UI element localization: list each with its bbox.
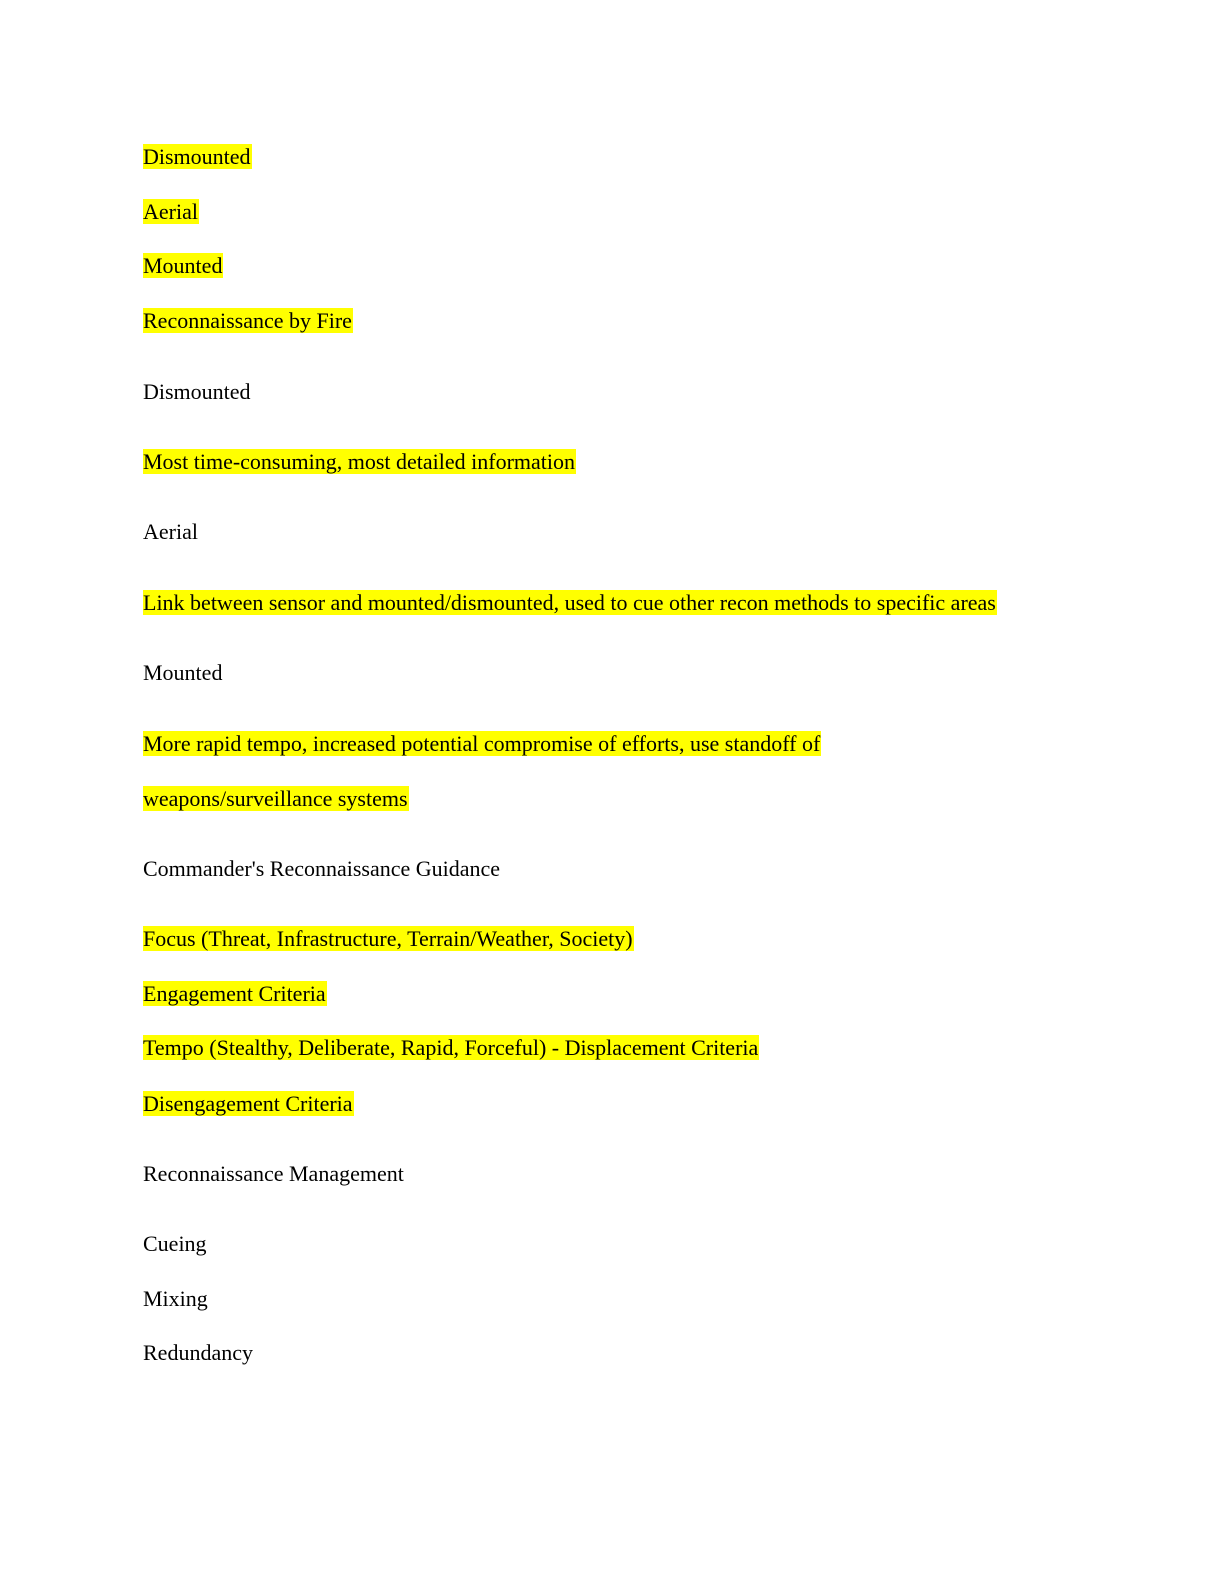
highlighted-text: weapons/surveillance systems: [143, 786, 408, 811]
highlighted-text: More rapid tempo, increased potential compromise of efforts, use standoff of: [143, 731, 821, 756]
text-line: [143, 1230, 207, 1258]
text-line: [143, 1339, 253, 1367]
section-heading: [143, 1160, 404, 1188]
text-line: [143, 252, 223, 280]
plain-text: Cueing: [143, 1231, 207, 1256]
text-line: [143, 198, 199, 226]
plain-text: Redundancy: [143, 1340, 253, 1365]
highlighted-text: Engagement Criteria: [143, 981, 326, 1006]
highlighted-text: Reconnaissance by Fire: [143, 308, 352, 333]
section-heading: [143, 855, 500, 883]
highlighted-text: Focus (Threat, Infrastructure, Terrain/Weather, Society): [143, 926, 633, 951]
text-line: [143, 1034, 759, 1062]
section-heading: [143, 659, 222, 687]
plain-text: Mounted: [143, 660, 223, 685]
text-line: [143, 730, 821, 758]
highlighted-text: Most time-consuming, most detailed information: [143, 449, 575, 474]
text-line: [143, 925, 634, 953]
section-heading: [143, 518, 198, 546]
text-line: [143, 448, 576, 476]
text-line: [143, 307, 353, 335]
highlighted-text: Link between sensor and mounted/dismounted, used to cue other recon methods to specific areas: [143, 590, 996, 615]
text-line: [143, 785, 409, 813]
plain-text: Reconnaissance Management: [143, 1161, 404, 1186]
plain-text: Commander's Reconnaissance Guidance: [143, 856, 501, 881]
section-heading: [143, 378, 251, 406]
highlighted-text: Tempo (Stealthy, Deliberate, Rapid, Forceful) - Displacement Criteria: [143, 1035, 759, 1060]
plain-text: Aerial: [143, 519, 198, 544]
text-line: [143, 143, 252, 171]
highlighted-text: Mounted: [143, 253, 223, 278]
text-line: [143, 589, 997, 617]
plain-text: Mixing: [143, 1286, 208, 1311]
text-line: [143, 1090, 354, 1118]
highlighted-text: Aerial: [143, 199, 198, 224]
highlighted-text: Dismounted: [143, 144, 251, 169]
text-line: [143, 980, 327, 1008]
plain-text: Dismounted: [143, 379, 251, 404]
highlighted-text: Disengagement Criteria: [143, 1091, 353, 1116]
text-line: [143, 1285, 208, 1313]
